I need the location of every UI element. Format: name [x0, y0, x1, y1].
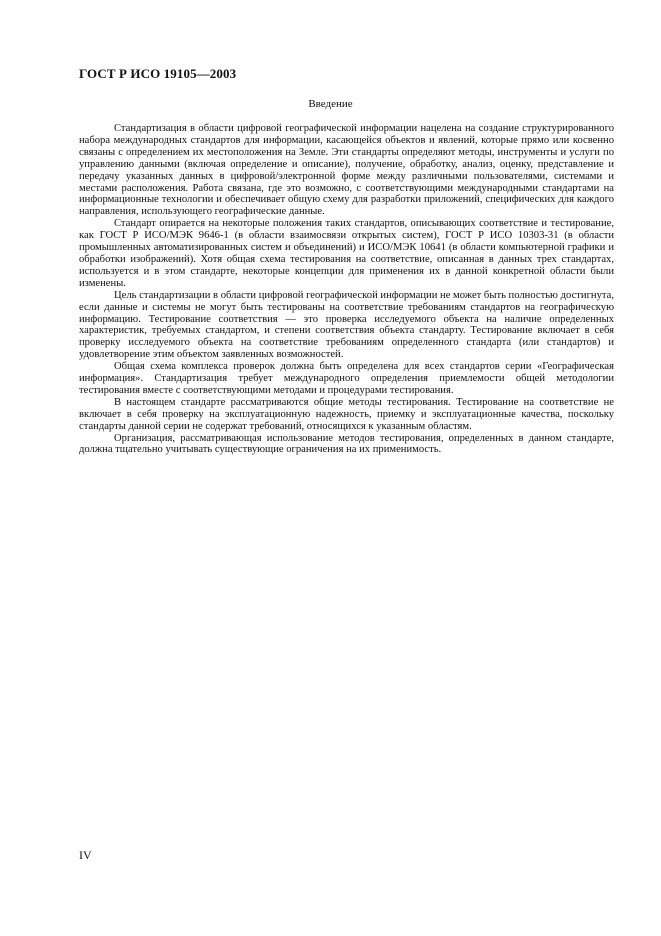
paragraph-3: Цель стандартизации в области цифровой географической информации не может быть полностью достигнута, если данные и системы не могут быть тестированы на соответствие требованиям стандартов на географическую информацию. Тестирование соответствия — это проверка исследуемого объекта на наличие определенных характеристик, требуемых стандартом, и степени соответствия объекта стандарту. Тестирование включает в себя проверку исследуемого объекта на соответствие требованиям определенного стандарта (или стандартов) и удовлетворение этим объектом заявленных возможностей.	[79, 289, 614, 361]
page-number: IV	[79, 848, 92, 862]
paragraph-5: В настоящем стандарте рассматриваются общие методы тестирования. Тестирование на соответствие не включает в себя проверку на эксплуатационную надежность, приемку и эксплуатационные качества, поскольку стандарты данной серии не содержат требований, относящихся к указанным областям.	[79, 396, 614, 432]
paragraph-1: Стандартизация в области цифровой географической информации нацелена на создание структурированного набора международных стандартов для информации, касающейся объектов и явлений, которые прямо или косвенно связаны с определением их местоположения на Земле. Эти стандарты определяют методы, инструменты и услуги по управлению данными (включая определение и описание), получение, обработку, анализ, оценку, представление и передачу указанных данных в цифровой/электронной форме между различными пользователями, системами и местами расположения. Работа связана, где это возможно, с соответствующими международными стандартами на информационные технологии и обеспечивает общую схему для разработки приложений, специфических для каждого направления, использующего географические данные.	[79, 123, 614, 218]
paragraph-2: Стандарт опирается на некоторые положения таких стандартов, описывающих соответствие и тестирование, как ГОСТ Р ИСО/МЭК 9646-1 (в области взаимосвязи открытых систем), ГОСТ Р ИСО 10303-31 (в области промышленных автоматизированных систем и объединений) и ИСО/МЭК 10641 (в области компьютерной графики и обработки изображений). Хотя общая схема тестирования на соответствие, описанная в данных трех стандартах, используется и в этом стандарте, некоторые концепции для применения их в данной конкретной области были изменены.	[79, 218, 614, 289]
paragraph-4: Общая схема комплекса проверок должна быть определена для всех стандартов серии «Географическая информация». Стандартизация требует международного определения приемлемости общей методологии тестирования вместе с соответствующими методами и процедурами тестирования.	[79, 361, 614, 396]
body-text	[79, 123, 614, 456]
document-header: ГОСТ Р ИСО 19105—2003	[79, 66, 237, 81]
paragraph-6: Организация, рассматривающая использование методов тестирования, определенных в данном стандарте, должна тщательно учитывать существующие ограничения на их применимость.	[79, 432, 614, 456]
section-title: Введение	[308, 98, 353, 110]
